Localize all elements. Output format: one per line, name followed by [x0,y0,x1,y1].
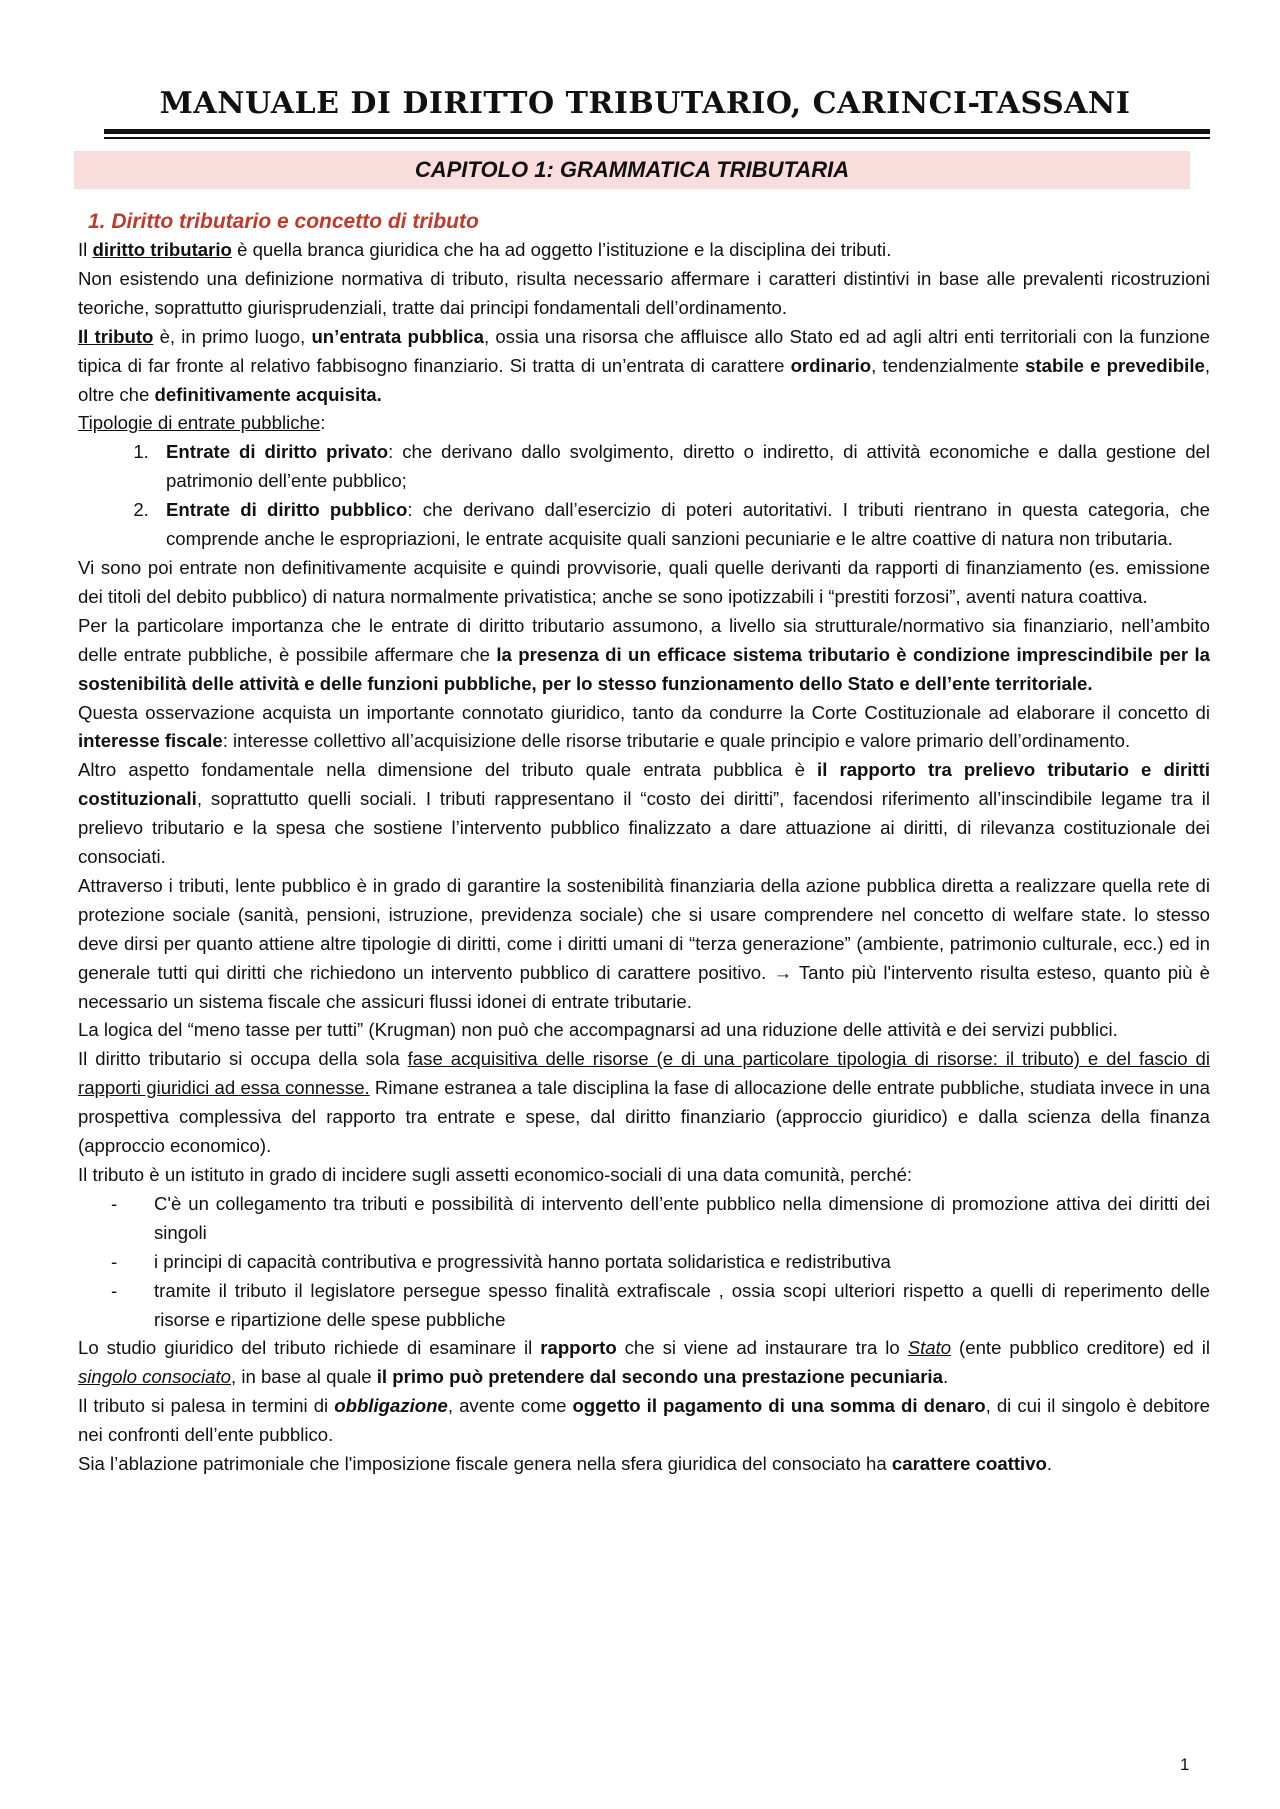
body-text [78,208,1210,1479]
numbered-list [78,438,1210,554]
section-heading: 1. Diritto tributario e concetto di tributo [88,210,479,233]
chapter-heading: CAPITOLO 1: GRAMMATICA TRIBUTARIA [74,151,1190,189]
paragraph: Questa osservazione acquista un importante connotato giuridico, tanto da condurre la Corte Costituzionale ad elaborare il concetto di interesse fiscale: interesse collettivo all’acquisizione delle risorse tributarie e quale principio e valore primario dell’ordinamento. [78,701,1210,752]
list-item: - C'è un collegamento tra tributi e possibilità di intervento dell’ente pubblico nella dimensione di promozione attiva dei diritti dei singoli [154,1190,1210,1248]
list-heading: Tipologie di entrate pubbliche: [78,412,326,434]
title-underline-thin [104,137,1210,139]
paragraph: Vi sono poi entrate non definitivamente acquisite e quindi provvisorie, quali quelle derivanti da rapporti di finanziamento (es. emissione dei titoli del debito pubblico) di natura normalmente privatistica; anche se sono ipotizzabili i “prestiti forzosi”, aventi natura coattiva. [78,556,1210,607]
paragraph: Altro aspetto fondamentale nella dimensione del tributo quale entrata pubblica è il rapporto tra prelievo tributario e diritti costituzionali, soprattutto quelli sociali. I tributi rappresentano il “costo dei diritti”, facendosi riferimento all’inscindibile legame tra il prelievo tributario e la spesa che sostiene l’intervento pubblico finalizzato a dare attuazione ai diritti, di rilevanza costituzionale dei consociati. [78,759,1210,868]
paragraph: Il diritto tributario è quella branca giuridica che ha ad oggetto l’istituzione e la disciplina dei tributi. [78,239,892,260]
paragraph: Attraverso i tributi, lente pubblico è in grado di garantire la sostenibilità finanziaria della azione pubblica diretta a realizzare quella rete di protezione sociale (sanità, pensioni, istruzione, previdenza sociale) che si usare comprendere nel concetto di welfare state. lo stesso deve dirsi per quanto attiene altre tipologie di diritti, come i diritti umani di “terza generazione” (ambiente, patrimonio culturale, ecc.) ed in generale tutti qui diritti che richiedono un intervento pubblico di carattere positivo. → Tanto più l'intervento risulta esteso, quanto più è necessario un sistema fiscale che assicuri flussi idonei di entrate tributarie. [78,874,1210,1012]
paragraph: Il tributo è un istituto in grado di incidere sugli assetti economico-sociali di una data comunità, perché: [78,1164,913,1185]
paragraph: Il tributo è, in primo luogo, un’entrata pubblica, ossia una risorsa che affluisce allo Stato ed ad agli altri enti territoriali con la funzione tipica di far fronte al relativo fabbisogno finanziario. Si tratta di un’entrata di carattere ordinario, tendenzialmente stabile e prevedibile, oltre che definitivamente acquisita. [78,325,1210,405]
page-number: 1 [1180,1755,1190,1774]
paragraph: Lo studio giuridico del tributo richiede di esaminare il rapporto che si viene ad instaurare tra lo Stato (ente pubblico creditore) ed il singolo consociato, in base al quale il primo può pretendere dal secondo una prestazione pecuniaria. [78,1337,1210,1388]
list-item: - i principi di capacità contributiva e progressività hanno portata solidaristica e redistributiva [154,1248,1210,1277]
paragraph: Sia l’ablazione patrimoniale che l'imposizione fiscale genera nella sfera giuridica del consociato ha carattere coattivo. [78,1453,1053,1475]
list-item: - tramite il tributo il legislatore persegue spesso finalità extrafiscale , ossia scopi ulteriori rispetto a quelli di reperimento delle risorse e ripartizione delle spese pubbliche [154,1277,1210,1335]
list-item: 1. Entrate di diritto privato: che derivano dallo svolgimento, diretto o indiretto, di attività economiche e dalla gestione del patrimonio dell’ente pubblico; [154,438,1210,496]
dash-list [78,1190,1210,1335]
paragraph: Non esistendo una definizione normativa di tributo, risulta necessario affermare i caratteri distintivi in base alle prevalenti ricostruzioni teoriche, soprattutto giurisprudenziali, tratte dai principi fondamentali dell’ordinamento. [78,267,1210,318]
title-underline-thick [104,129,1210,134]
list-item: 2. Entrate di diritto pubblico: che derivano dall’esercizio di poteri autoritativi. I tributi rientrano in questa categoria, che comprende anche le espropriazioni, le entrate acquisite quali sanzioni pecuniarie e le altre coattive di natura non tributaria. [154,496,1210,554]
document-title: MANUALE DI DIRITTO TRIBUTARIO, CARINCI-TASSANI [159,86,1131,121]
paragraph: Il tributo si palesa in termini di obbligazione, avente come oggetto il pagamento di una somma di denaro, di cui il singolo è debitore nei confronti dell’ente pubblico. [78,1395,1211,1446]
paragraph: Per la particolare importanza che le entrate di diritto tributario assumono, a livello sia strutturale/normativo sia finanziario, nell’ambito delle entrate pubbliche, è possibile affermare che la presenza di un efficace sistema tributario è condizione imprescindibile per la sostenibilità delle attività e delle funzioni pubbliche, per lo stesso funzionamento dello Stato e dell’ente territoriale. [78,614,1210,694]
paragraph: La logica del “meno tasse per tutti” (Krugman) non può che accompagnarsi ad una riduzione delle attività e dei servizi pubblici. [78,1019,1118,1041]
paragraph: Il diritto tributario si occupa della sola fase acquisitiva delle risorse (e di una particolare tipologia di risorse: il tributo) e del fascio di rapporti giuridici ad essa connesse. Rimane estranea a tale disciplina la fase di allocazione delle entrate pubbliche, studiata invece in una prospettiva complessiva del rapporto tra entrate e spese, dal diritto finanziario (approccio giuridico) e dalla scienza della finanza (approccio economico). [78,1048,1210,1157]
